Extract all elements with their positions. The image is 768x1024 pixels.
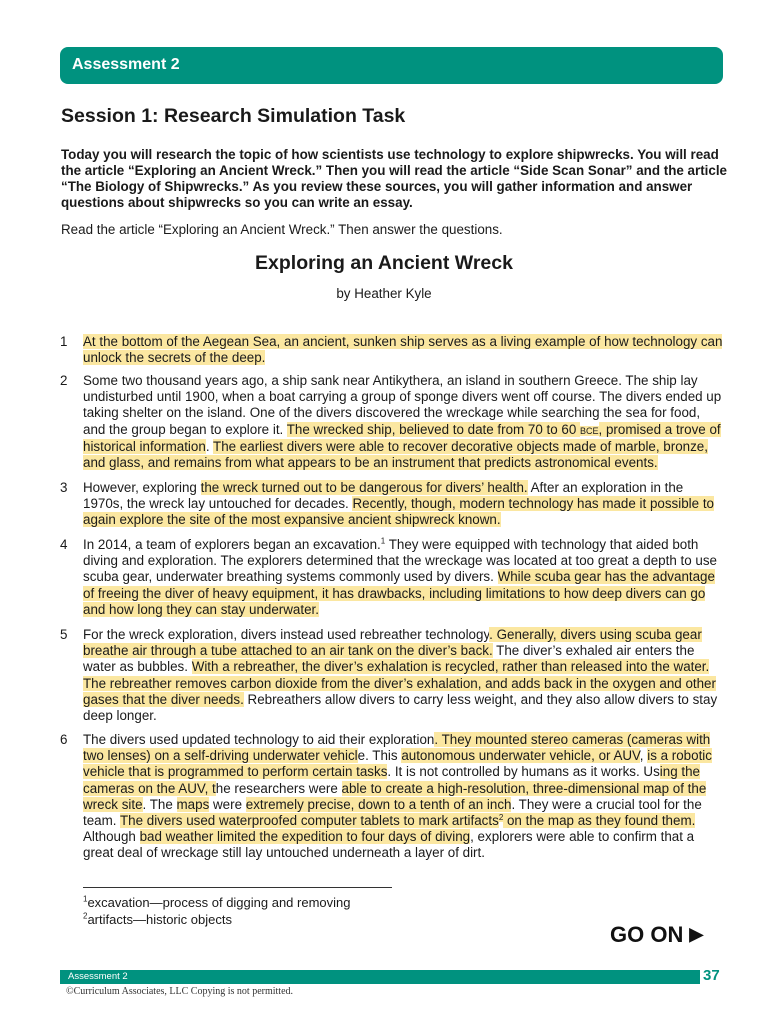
footnote-marker: 1 xyxy=(83,894,88,904)
footnote-reference: 1 xyxy=(380,536,386,546)
paragraph-number: 3 xyxy=(60,480,68,495)
highlighted-text: . Generally, divers using scuba gear breathe air through a tube attached to an air tank on the diver’s back. xyxy=(83,627,702,659)
footnote-1 xyxy=(83,895,351,912)
assessment-banner xyxy=(60,47,723,84)
highlighted-text: ing the cameras on the AUV, t xyxy=(83,764,700,796)
text-run: he researchers were xyxy=(215,780,342,796)
text-run: . xyxy=(205,438,214,454)
go-on-text: GO ON xyxy=(610,922,684,947)
paragraph-number: 1 xyxy=(60,334,68,349)
highlighted-text: is a robotic vehicle that is programmed to perform certain tasks xyxy=(83,748,712,780)
highlighted-text: bad weather limited the expedition to four days of diving xyxy=(139,829,471,845)
session-title: Session 1: Research Simulation Task xyxy=(61,105,406,127)
highlighted-text: on the map as they found them. xyxy=(503,813,696,829)
highlighted-text: autonomous underwater vehicle, or AUV xyxy=(401,748,640,764)
highlighted-text: extremely precise, down to a tenth of an inch xyxy=(245,796,512,812)
text-run: . They were a crucial tool for the team. xyxy=(83,796,702,829)
paragraph-number: 6 xyxy=(60,732,68,747)
highlighted-text: BCE xyxy=(580,425,599,436)
highlighted-text: At the bottom of the Aegean Sea, an ancient, sunken ship serves as a living example of how technology can unlock the secrets of the deep. xyxy=(83,334,723,366)
go-on-label xyxy=(610,922,703,948)
footnote-divider xyxy=(83,887,392,888)
paragraph-number: 2 xyxy=(60,373,68,388)
footnote-text: artifacts—historic objects xyxy=(87,911,232,927)
text-run: After an exploration in the 1970s, the wreck lay untouched for decades. xyxy=(83,480,684,512)
highlighted-text: the wreck turned out to be dangerous for divers’ health. xyxy=(200,480,528,495)
highlighted-text: The divers used waterproofed computer tablets to mark artifacts xyxy=(119,813,499,829)
article-title: Exploring an Ancient Wreck xyxy=(255,252,513,274)
paragraph-3 xyxy=(60,480,726,529)
highlighted-text: Recently, though, modern technology has made it possible to again explore the site of the most expansive ancient shipwreck known. xyxy=(83,496,714,528)
paragraph-text xyxy=(83,732,726,862)
banner-label: Assessment 2 xyxy=(72,56,180,73)
text-run: Rebreathers allow divers to carry less weight, and they also allow divers to stay deep longer. xyxy=(83,691,718,724)
text-run: However, exploring xyxy=(83,480,201,495)
footnote-marker: 2 xyxy=(83,911,88,921)
text-run: e. This xyxy=(357,748,402,764)
highlighted-text: The earliest divers were able to recover decorative objects made of marble, bronze, and glass, and remains from what appears to be an instrument that predicts astronomical events. xyxy=(83,438,708,471)
paragraph-text xyxy=(83,373,726,471)
copyright-notice: ©Curriculum Associates, LLC Copying is not permitted. xyxy=(66,986,294,997)
highlighted-text: able to create a high-resolution, three-dimensional map of the wreck site xyxy=(83,780,707,812)
paragraph-5 xyxy=(60,627,726,724)
text-run: , explorers were able to confirm that a great deal of wreckage still lay untouched underneath a layer of dirt. xyxy=(83,829,695,861)
text-run: were xyxy=(209,796,246,812)
paragraph-text xyxy=(83,537,726,618)
text-run: Some two thousand years ago, a ship sank near Antikythera, an island in southern Greece. The ship lay undisturbed until 1900, when a boat carrying a group of sponge divers went off course. The divers ended up taking shelter on the island. One of the divers discovered the wreckage while searching the sea for food, and the group began to explore it. xyxy=(83,373,722,437)
highlighted-text: . They mounted stereo cameras (cameras with two lenses) on a self-driving underwater vehicl xyxy=(83,732,711,764)
article-byline: by Heather Kyle xyxy=(336,286,432,301)
footnotes xyxy=(83,895,351,928)
text-run: . The xyxy=(142,796,177,812)
task-intro: Today you will research the topic of how scientists use technology to explore shipwrecks. You will read the article “Exploring an Ancient Wreck.” Then you will read the article “Side Scan Sonar” and the article “The Biology of Shipwrecks.” As you review these sources, you will gather information and answer questions about shipwrecks so you can write an essay. xyxy=(61,147,727,210)
text-run: , xyxy=(639,748,648,764)
footnote-2 xyxy=(83,912,351,929)
highlighted-text: 2 xyxy=(498,812,504,822)
right-triangle-arrow-icon: ▶ xyxy=(689,924,704,944)
footer-bar xyxy=(60,970,700,984)
highlighted-text: While scuba gear has the advantage of freeing the diver of heavy equipment, it has drawbacks, including limitations to how deep divers can go and how long they can stay underwater. xyxy=(83,569,715,617)
highlighted-text: With a rebreather, the diver’s exhalation is recycled, rather than released into the water. The rebreather removes carbon dioxide from the diver’s exhalation, and adds back in the oxygen and other gases that the diver needs. xyxy=(83,659,716,707)
paragraph-text xyxy=(83,627,726,724)
paragraph-text xyxy=(83,334,726,366)
text-run: They were equipped with technology that aided both diving and exploration. The explorers determined that the wreckage was located at too great a depth to use scuba gear, underwater breathing systems commonly used by divers. xyxy=(83,537,717,585)
paragraph-6 xyxy=(60,732,726,862)
reading-instruction: Read the article “Exploring an Ancient Wreck.” Then answer the questions. xyxy=(61,222,503,237)
text-run: . It is not controlled by humans as it works. Us xyxy=(387,764,660,780)
highlighted-text: maps xyxy=(176,796,210,812)
paragraph-number: 5 xyxy=(60,627,68,642)
text-run: Although xyxy=(83,829,140,845)
paragraph-number: 4 xyxy=(60,537,68,552)
paragraph-4 xyxy=(60,537,726,618)
text-run: The diver’s exhaled air enters the water as bubbles. xyxy=(83,643,695,675)
text-run: For the wreck exploration, divers instead used rebreather technology xyxy=(83,627,490,642)
text-run: The divers used updated technology to aid their exploration xyxy=(83,732,435,747)
paragraph-text xyxy=(83,480,726,529)
text-run: In 2014, a team of explorers began an excavation. xyxy=(83,537,381,552)
paragraph-2 xyxy=(60,373,726,471)
footer-label: Assessment 2 xyxy=(68,971,128,982)
highlighted-text: , promised a trove of historical information xyxy=(83,421,721,454)
page-number: 37 xyxy=(703,967,720,984)
highlighted-text: The wrecked ship, believed to date from 70 to 60 xyxy=(286,421,581,437)
footnote-text: excavation—process of digging and removing xyxy=(87,895,351,910)
paragraph-1 xyxy=(60,334,726,366)
